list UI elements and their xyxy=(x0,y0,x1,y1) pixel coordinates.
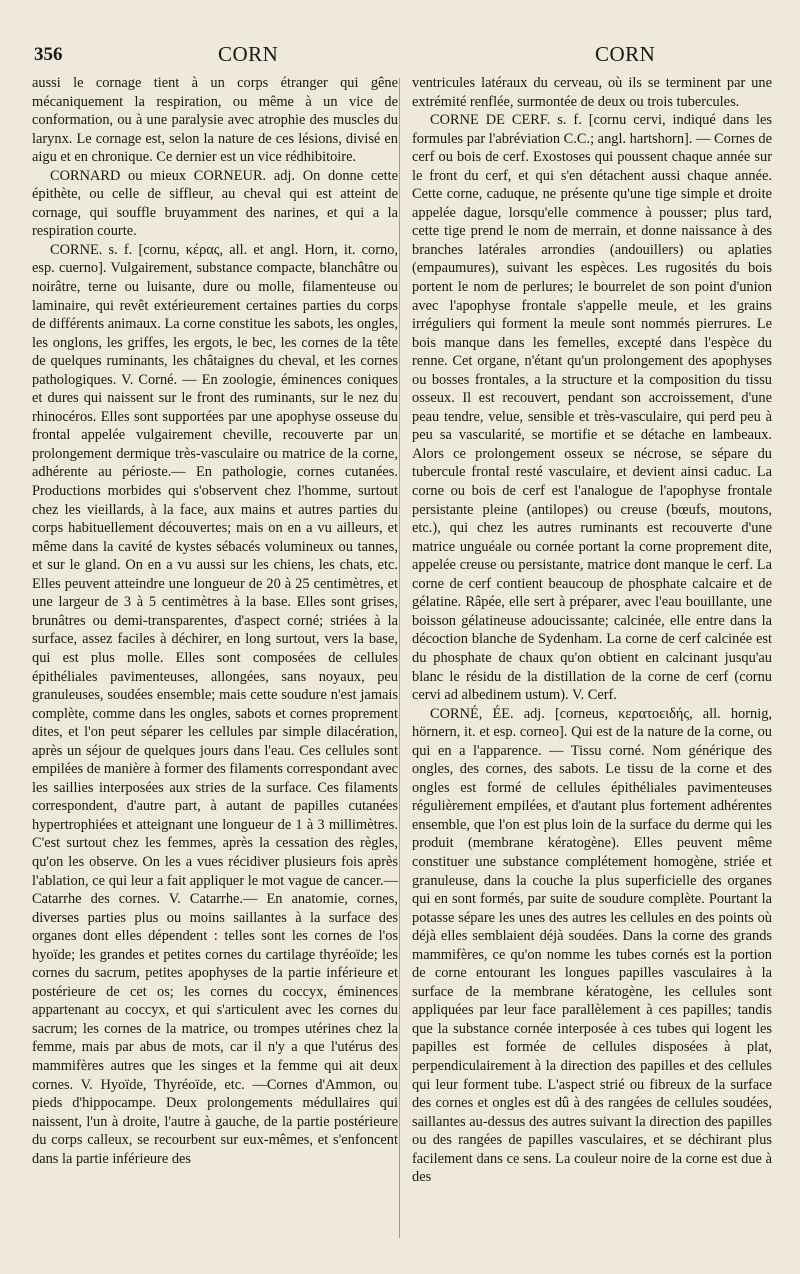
entry-cornard: CORNARD ou mieux CORNEUR. adj. On donne cette épithète, ou celle de siffleur, au cheval qui est atteint de cornage, qui souffle bruyamment des narines, et qui a la respiration courte. xyxy=(32,167,398,240)
running-head-right: CORN xyxy=(595,42,656,66)
page-number: 356 xyxy=(34,44,63,65)
left-column xyxy=(32,74,398,1168)
column-divider xyxy=(399,78,400,1238)
entry-corne-de-cerf: CORNE DE CERF. s. f. [cornu cervi, indiqué dans les formules par l'abréviation C.C.; angl. hartshorn]. — Cornes de cerf ou bois de cerf. Exostoses qui poussent chaque année sur le front du cerf, et qui s'en détachent aussi chaque année. Cette corne, caduque, ne présente qu'une tige simple et droite appelée dague, lorsqu'elle commence à pousser; plus tard, cette tige prend le nom de merrain, et donne naissance à des branches latérales arrondies (andouillers) ou aplaties (empaumures), suivant les espèces. Les rugosités du bois portent le nom de perlures; le bourrelet de son point d'union avec l'apophyse frontale s'appelle meule, et les grains irréguliers qui forment la meule sont nommés pierrures. Le bois manque dans les femelles, excepté dans l'espèce du renne. Cet organe, n'étant qu'un prolongement des apophyses ou bosses frontales, a la structure et la composition du tissu osseux. Il est recouvert, pendant son accroissement, d'une peau tendre, velue, sensible et très-vasculaire, qui perd peu à peu sa vascularité, se mortifie et se détache en lambeaux. Alors ce prolongement osseux se nécrose, se sépare du tubercule frontal resté vasculaire, et devient ainsi caduc. La corne ou bois de cerf est l'analogue de l'apophyse frontale persistante pleine (antilopes) ou creuse (bœufs, moutons, etc.), qui chez les autres ruminants est recouverte d'une matrice unguéale ou cornée portant la corne proprement dite, appelée creuse ou persistante, matrice dont manque le cerf. La corne de cerf contient beaucoup de phosphate calcaire et de gélatine. Râpée, elle sert à préparer, avec l'eau bouillante, une boisson gélatineuse adoucissante; calcinée, elle entre dans la décoction blanche de Sydenham. La corne de cerf calcinée est du phosphate de chaux qu'on obtient en calcinant jusqu'au blanc le résidu de la distillation de la corne de cerf (cornu cervi ad albedinem ustum). V. Cerf. xyxy=(412,112,772,704)
entry-corne: CORNE. s. f. [cornu, κέρας, all. et angl. Horn, it. corno, esp. cuerno]. Vulgairement, substance compacte, blanchâtre ou noirâtre, terne ou luisante, dure ou molle, filamenteuse ou laminaire, qui revêt extérieurement certaines parties du corps de différents animaux. La corne constitue les sabots, les ongles, les onglons, les griffes, les ergots, le bec, les cornes de la tête de quelques ruminants, les châtaignes du cheval, et les cornes pathologiques. V. Corné. — En zoologie, éminences coniques et dures qui naissent sur le front des ruminants, sur le nez du rhinocéros. Elles sont supportées par une apophyse osseuse du frontal appelée vulgairement cheville, recouverte par un prolongement dermique très-vasculaire ou matrice de la corne, adhérente au périoste.— En pathologie, cornes cutanées. Productions morbides qui s'observent chez l'homme, surtout chez les vieillards, à la face, aux mains et autres parties du corps habituellement découvertes; mais on en a vu ailleurs, et même dans la cavité de kystes sébacés volumineux ou tannes, et sur le gland. On en a vu aussi sur les chiens, les chats, etc. Elles peuvent atteindre une longueur de 20 à 25 centimètres, et une largeur de 3 à 5 centimètres à la base. Elles sont grises, brunâtres ou demi-transparentes, d'aspect corné; striées à la surface, assez faciles à déchirer, en long surtout, vers la base, qui est plus molle. Elles sont composées de cellules épithéliales pavimenteuses, allongées, sans noyaux, peu granuleuses, soudées ensemble; mais cette soudure n'est jamais complète, comme dans les ongles, sabots et cornes proprement dites, et l'on peut séparer les cellules par simple dilacération, après un séjour de quelques jours dans l'eau. Ces cellules sont empilées de manière à former des filaments correspondant avec les saillies interposées aux stries de la surface. Ces filaments correspondent, d'autre part, à autant de papilles cutanées hypertrophiées et atteignant une longueur de 1 à 3 millimètres. C'est surtout chez les femmes, après la cessation des règles, qu'on les observe. On les a vues récidiver plusieurs fois après l'ablation, ce qui leur a fait appliquer le mot vague de cancer.— Catarrhe des cornes. V. Catarrhe.— En anatomie, cornes, diverses parties plus ou moins saillantes à la surface des organes dont elles dépendent : telles sont les cornes de l'os hyoïde; les grandes et petites cornes du cartilage thyréoïde; les cornes du sacrum, petites apophyses de la partie inférieure et postérieure de cet os; les cornes du coccyx, éminences appartenant au coccyx, et qui s'articulent avec les cornes du sacrum; les cornes de la matrice, ou trompes utérines chez la femme, mais par abus de mots, car il n'y a que l'utérus des mammifères autres que les singes et la femme qui ait deux cornes. V. Hyoïde, Thyréoïde, etc. —Cornes d'Ammon, ou pieds d'hippocampe. Deux prolongements médullaires qui naissent, l'un à droite, l'autre à gauche, de la partie postérieure du corps calleux, se recourbent sur eux-mêmes, et s'enfoncent dans la partie inférieure des xyxy=(32,241,398,1167)
page-header xyxy=(28,40,774,70)
entry-cornage-continuation: aussi le cornage tient à un corps étranger qui gêne mécaniquement la respiration, ou même à un vice de conformation, ou à une paralysie avec atrophie des muscles du larynx. Le cornage est, selon la nature de ces lésions, divisé en aigu et en chronique. Ce dernier est un vice rédhibitoire. xyxy=(32,75,398,166)
right-column xyxy=(412,74,772,1187)
entry-corne-continuation: ventricules latéraux du cerveau, où ils se terminent par une extrémité renflée, surmontée de deux ou trois tubercules. xyxy=(412,75,772,110)
running-head-left: CORN xyxy=(218,42,279,66)
entry-corne-adj: CORNÉ, ÉE. adj. [corneus, κερατοειδής, all. hornig, hörnern, it. et esp. corneo]. Qui est de la nature de la corne, ou qui en a l'apparence. — Tissu corné. Nom générique des ongles, des cornes, des sabots. Le tissu de la corne et des ongles est formé de cellules épithéliales pavimenteuses régulièrement empilées, et d'autant plus fortement adhérentes ensemble, que l'on est plus loin de la surface du derme qui les produit (membrane kératogène). Elles peuvent même constituer une substance complétement homogène, striée et granuleuse, dans la couche la plus superficielle des organes qui en sont formés, par suite de soudure complète. Pourtant la potasse sépare les unes des autres les cellules en des points où déjà elles semblaient déjà soudées. Dans la corne des grands mammifères, ce qu'on nomme les tubes cornés est la portion de corne entourant les longues papilles vasculaires à la surface de la membrane kératogène, les cellules sont appliquées par leur face parallèlement à ces papilles; tandis que la substance cornée interposée à ces tubes qui logent les papilles est formée de cellules disposées à plat, perpendiculairement à la direction des papilles et des cellules qui leur forment tube. L'aspect strié ou fibreux de la surface des cornes et ongles est dû à des rangées de cellules soudées, saillantes au-dessus des autres suivant la direction des papilles ou des rangées de papilles vasculaires, et se déchirant plus facilement dans ce sens. La couleur noire de la corne est due à des xyxy=(412,705,772,1186)
